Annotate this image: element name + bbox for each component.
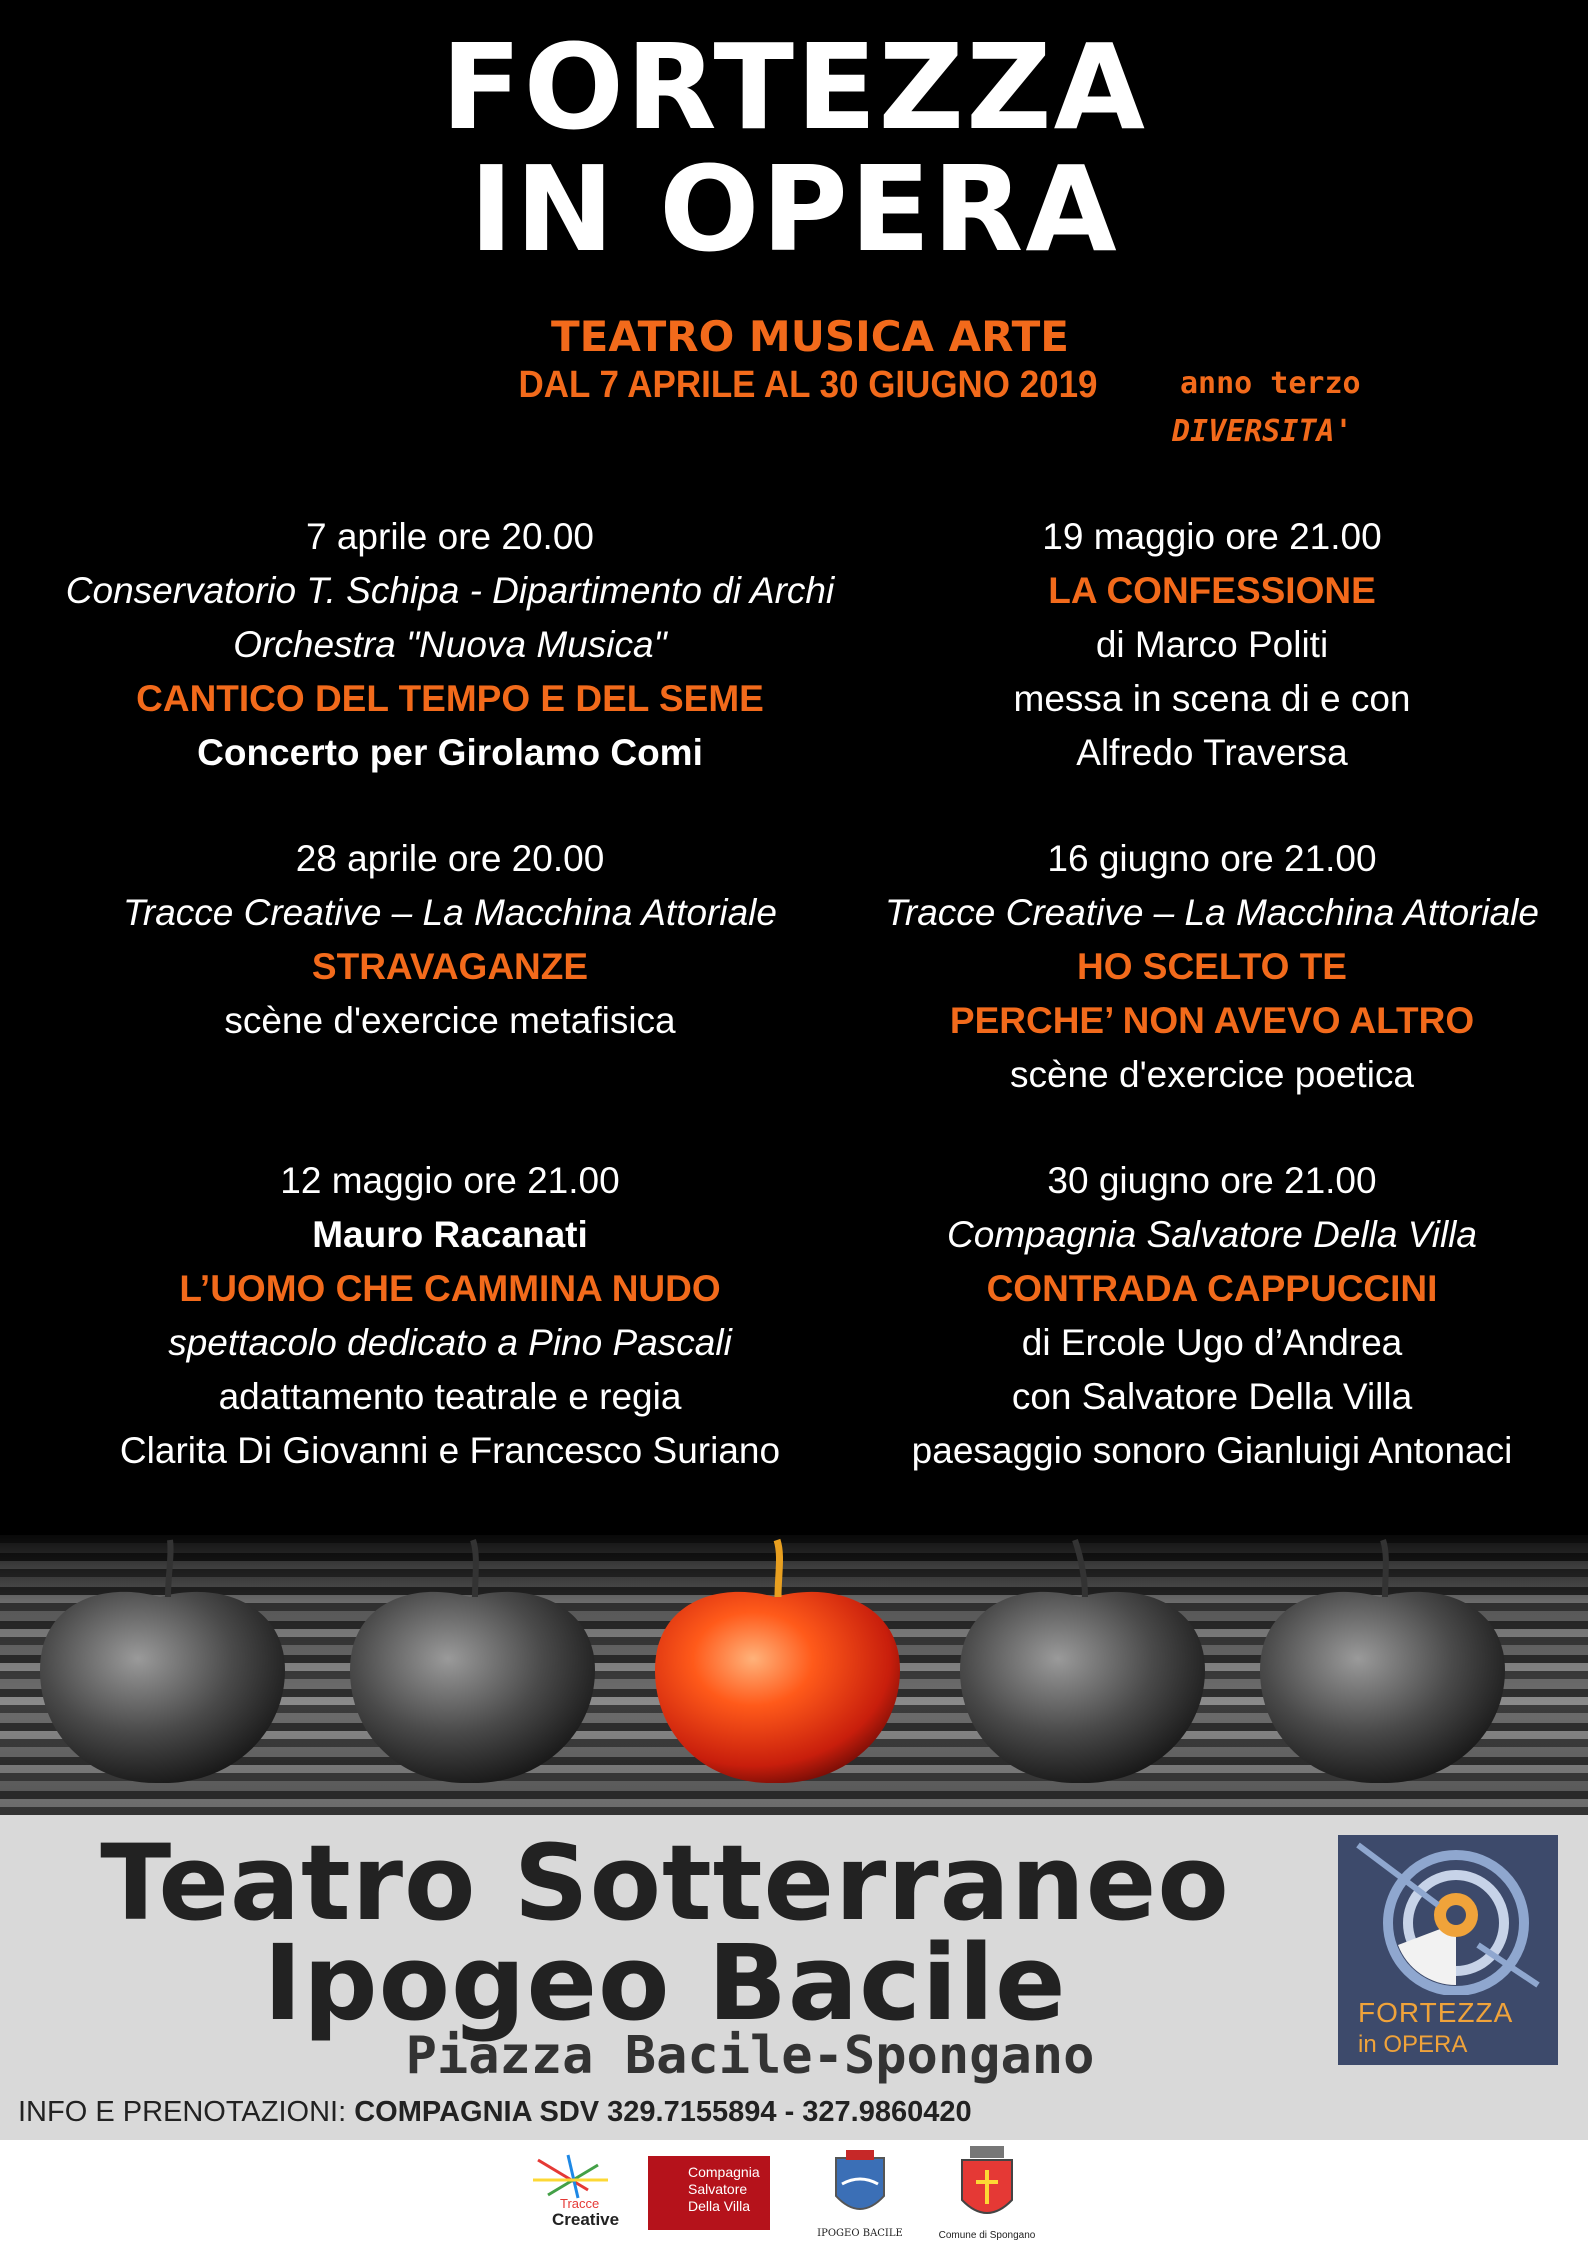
event-date: 28 aprile ore 20.00 [295, 838, 605, 879]
tracce-creative-logo [528, 2150, 628, 2230]
apple-grey [40, 1540, 285, 1783]
compagnia-label-line: Compagnia [688, 2164, 760, 2180]
tracce-creative-icon [528, 2150, 628, 2200]
event-detail: di Ercole Ugo d’Andrea [1021, 1322, 1403, 1363]
ipogeo-bacile-logo [817, 2146, 903, 2246]
tracce-label: Tracce [560, 2196, 600, 2211]
ipogeo-label: IPOGEO BACILE [817, 2228, 903, 2239]
event-date: 12 maggio ore 21.00 [280, 1160, 620, 1201]
event-date: 19 maggio ore 21.00 [1042, 516, 1382, 557]
event-title: CANTICO DEL TEMPO E DEL SEME [136, 678, 764, 719]
compagnia-label-line: Della Villa [688, 2198, 750, 2214]
event-date: 7 aprile ore 20.00 [306, 516, 594, 557]
comune-crest-icon [932, 2142, 1042, 2228]
logo-subtext: in OPERA [1358, 2031, 1468, 2058]
apples-photo [0, 1535, 1588, 1815]
apple-grey [1260, 1540, 1505, 1783]
poster-title-line1: FORTEZZA [440, 18, 1148, 156]
event-subtitle: Concerto per Girolamo Comi [197, 732, 703, 773]
ipogeo-crest-icon [822, 2146, 898, 2226]
apple-grey [350, 1540, 595, 1783]
venue-name-line2: Ipogeo Bacile [263, 1922, 1067, 2044]
apple-red [655, 1540, 900, 1783]
booking-info-label: INFO E PRENOTAZIONI: [18, 2096, 355, 2128]
logo-text: FORTEZZA [1358, 1997, 1514, 2028]
event-title: HO SCELTO TE [1077, 946, 1347, 987]
event-detail: Alfredo Traversa [1076, 732, 1348, 773]
event-detail: di Marco Politi [1095, 624, 1329, 665]
poster-title-line2: IN OPERA [469, 140, 1119, 278]
event-left-2 [60, 832, 840, 1048]
event-performer: Conservatorio T. Schipa - Dipartimento di Archi [65, 570, 835, 611]
event-date: 16 giugno ore 21.00 [1047, 838, 1377, 879]
event-detail: Clarita Di Giovanni e Francesco Suriano [119, 1430, 781, 1471]
theme-label: DIVERSITA' [1172, 414, 1353, 449]
venue-name-line1: Teatro Sotterraneo [100, 1822, 1230, 1944]
event-company: Compagnia Salvatore Della Villa [947, 1214, 1477, 1255]
event-title: CONTRADA CAPPUCCINI [986, 1268, 1438, 1309]
event-company: Tracce Creative – La Macchina Attoriale [885, 892, 1539, 933]
event-date: 30 giugno ore 21.00 [1047, 1160, 1377, 1201]
comune-spongano-logo [932, 2142, 1042, 2246]
event-detail: con Salvatore Della Villa [1011, 1376, 1413, 1417]
compagnia-sdv-logo [648, 2156, 770, 2230]
event-title: L’UOMO CHE CAMMINA NUDO [179, 1268, 721, 1309]
event-performer: Orchestra "Nuova Musica" [233, 624, 667, 665]
booking-info-contact: COMPAGNIA SDV 329.7155894 - 327.9860420 [354, 2096, 972, 2128]
event-detail: paesaggio sonoro Gianluigi Antonaci [911, 1430, 1513, 1471]
event-right-3 [822, 1154, 1588, 1478]
edition-label: anno terzo [1180, 366, 1361, 401]
event-right-1 [822, 510, 1588, 780]
event-title: STRAVAGANZE [311, 946, 589, 987]
creative-label: Creative [552, 2210, 620, 2229]
event-company: Tracce Creative – La Macchina Attoriale [123, 892, 777, 933]
apples-illustration [0, 1535, 1588, 1815]
festival-dates: DAL 7 APRILE AL 30 GIUGNO 2019 [518, 364, 1098, 406]
subtitle: TEATRO MUSICA ARTE [551, 312, 1069, 361]
event-title: PERCHE’ NON AVEVO ALTRO [949, 1000, 1475, 1041]
event-detail: adattamento teatrale e regia [218, 1376, 682, 1417]
compagnia-label-line: Salvatore [688, 2181, 748, 2197]
venue-address: Piazza Bacile-Spongano [405, 2026, 1095, 2086]
fortezza-logo [1338, 1835, 1558, 2065]
event-subtitle: scène d'exercice metafisica [224, 1000, 676, 1041]
fortezza-logo-icon [1338, 1835, 1558, 1995]
event-detail: spettacolo dedicato a Pino Pascali [168, 1322, 732, 1363]
event-detail: messa in scena di e con [1013, 678, 1411, 719]
event-left-3 [60, 1154, 840, 1478]
event-company: Mauro Racanati [312, 1214, 588, 1255]
apple-grey [960, 1540, 1205, 1783]
booking-info [18, 2096, 972, 2129]
comune-label: Comune di Spongano [938, 2230, 1036, 2241]
event-right-2 [822, 832, 1588, 1102]
sponsor-bar [0, 2140, 1588, 2246]
event-title: LA CONFESSIONE [1048, 570, 1376, 611]
event-left-1 [60, 510, 840, 780]
event-subtitle: scène d'exercice poetica [1009, 1054, 1415, 1095]
